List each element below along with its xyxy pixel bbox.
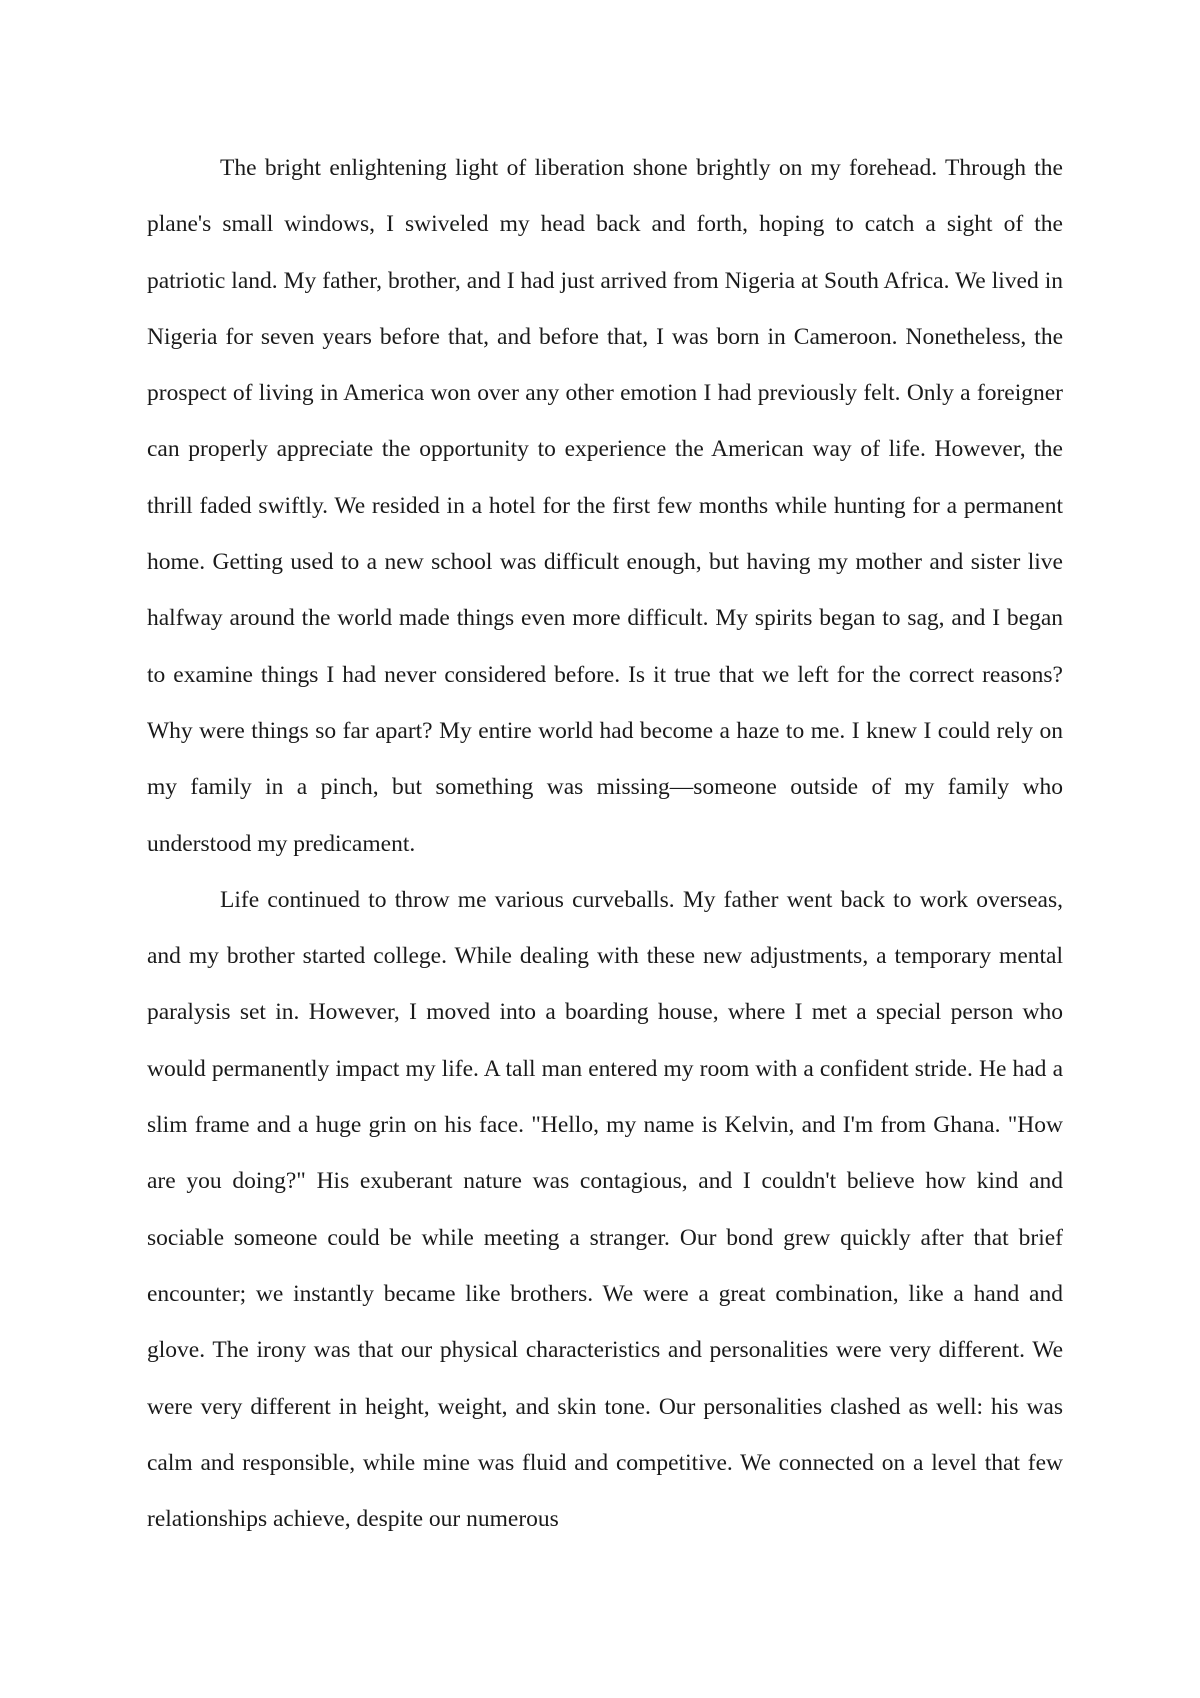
paragraph-2: Life continued to throw me various curveballs. My father went back to work overseas, and my brother started college. While dealing with these new adjustments, a temporary mental paralysis set in. However, I moved into a boarding house, where I met a special person who would permanently impact my life. A tall man entered my room with a confident stride. He had a slim frame and a huge grin on his face. "Hello, my name is Kelvin, and I'm from Ghana. "How are you doing?" His exuberant nature was contagious, and I couldn't believe how kind and sociable someone could be while meeting a stranger. Our bond grew quickly after that brief encounter; we instantly became like brothers. We were a great combination, like a hand and glove. The irony was that our physical characteristics and personalities were very different. We were very different in height, weight, and skin tone. Our personalities clashed as well: his was calm and responsible, while mine was fluid and competitive. We connected on a level that few relationships achieve, despite our numerous <box>147 886 1063 1533</box>
paragraph-1: The bright enlightening light of liberation shone brightly on my forehead. Through the plane's small windows, I swiveled my head back and forth, hoping to catch a sight of the patriotic land. My father, brother, and I had just arrived from Nigeria at South Africa. We lived in Nigeria for seven years before that, and before that, I was born in Cameroon. Nonetheless, the prospect of living in America won over any other emotion I had previously felt. Only a foreigner can properly appreciate the opportunity to experience the American way of life. However, the thrill faded swiftly. We resided in a hotel for the first few months while hunting for a permanent home. Getting used to a new school was difficult enough, but having my mother and sister live halfway around the world made things even more difficult. My spirits began to sag, and I began to examine things I had never considered before. Is it true that we left for the correct reasons? Why were things so far apart? My entire world had become a haze to me. I knew I could rely on my family in a pinch, but something was missing—someone outside of my family who understood my predicament. <box>147 155 1063 857</box>
essay-body <box>147 140 1063 1547</box>
